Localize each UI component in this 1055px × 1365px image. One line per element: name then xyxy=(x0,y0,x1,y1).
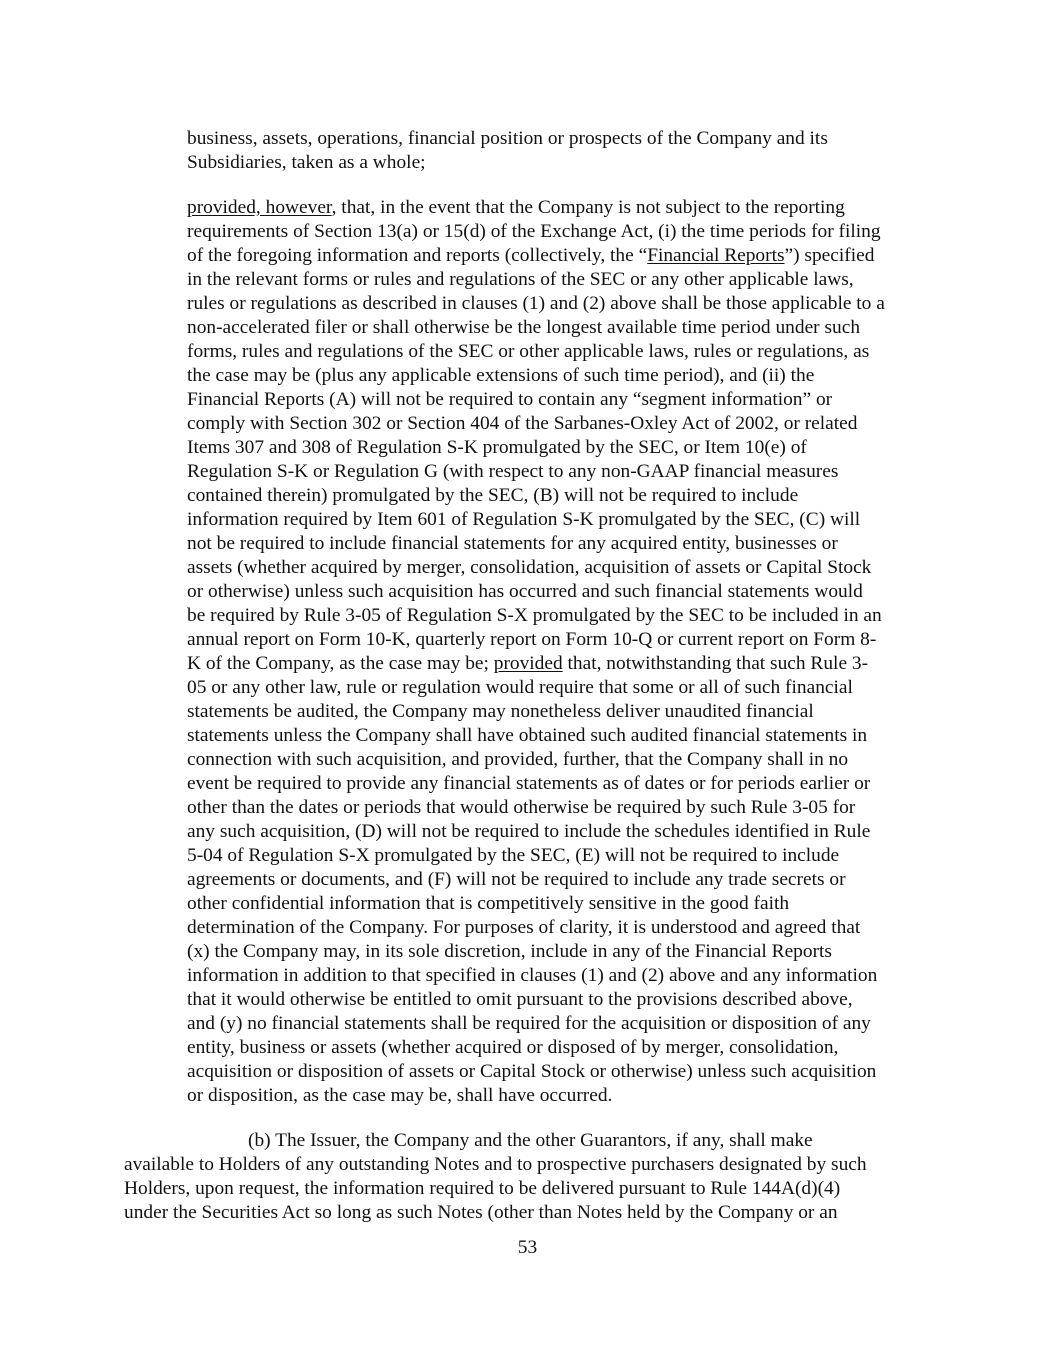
text-line: Regulation S-K or Regulation G (with respect to any non-GAAP financial measures xyxy=(187,461,839,482)
text-line: rules or regulations as described in clauses (1) and (2) above shall be those applicable to a xyxy=(187,293,885,314)
text-run: of the foregoing information and reports (collectively, the “ xyxy=(187,245,648,266)
text-line: determination of the Company. For purposes of clarity, it is understood and agreed that xyxy=(187,917,861,938)
text-line: Items 307 and 308 of Regulation S-K promulgated by the SEC, or Item 10(e) of xyxy=(187,437,807,458)
text-line: assets (whether acquired by merger, consolidation, acquisition of assets or Capital Stock xyxy=(187,557,872,578)
text-line: (x) the Company may, in its sole discretion, include in any of the Financial Reports xyxy=(187,941,832,962)
text-line: forms, rules and regulations of the SEC or other applicable laws, rules or regulations, as xyxy=(187,341,870,362)
text-line: 05 or any other law, rule or regulation would require that some or all of such financial xyxy=(187,677,853,698)
text-line: entity, business or assets (whether acquired or disposed of by merger, consolidation, xyxy=(187,1037,839,1058)
text-line: non-accelerated filer or shall otherwise be the longest available time period under such xyxy=(187,317,861,338)
text-line: the case may be (plus any applicable extensions of such time period), and (ii) the xyxy=(187,365,815,386)
underlined-term: provided, however xyxy=(187,197,332,218)
text-line xyxy=(187,196,845,220)
text-run: K of the Company, as the case may be; xyxy=(187,653,494,674)
text-run: that, notwithstanding that such Rule 3- xyxy=(562,653,869,674)
text-line: comply with Section 302 or Section 404 of the Sarbanes-Oxley Act of 2002, or related xyxy=(187,413,858,434)
text-line: information in addition to that specified in clauses (1) and (2) above and any information xyxy=(187,965,878,986)
text-line: requirements of Section 13(a) or 15(d) of the Exchange Act, (i) the time periods for filing xyxy=(187,221,881,242)
text-line: that it would otherwise be entitled to omit pursuant to the provisions described above, xyxy=(187,989,853,1010)
text-line xyxy=(187,652,868,676)
text-run: ”) specified xyxy=(784,245,875,266)
text-line xyxy=(187,244,874,268)
underlined-term: Financial Reports xyxy=(647,245,785,266)
text-line: information required by Item 601 of Regulation S-K promulgated by the SEC, (C) will xyxy=(187,509,861,530)
text-line: (b) The Issuer, the Company and the other Guarantors, if any, shall make xyxy=(248,1130,813,1151)
text-line: agreements or documents, and (F) will not be required to include any trade secrets or xyxy=(187,869,846,890)
text-line: statements unless the Company shall have obtained such audited financial statements in xyxy=(187,725,868,746)
text-line: event be required to provide any financial statements as of dates or for periods earlier or xyxy=(187,773,871,794)
text-line: under the Securities Act so long as such Notes (other than Notes held by the Company or an xyxy=(124,1202,838,1223)
text-line: in the relevant forms or rules and regulations of the SEC or any other applicable laws, xyxy=(187,269,854,290)
text-line: other than the dates or periods that would otherwise be required by such Rule 3-05 for xyxy=(187,797,856,818)
text-line: business, assets, operations, financial position or prospects of the Company and its xyxy=(187,128,828,149)
underlined-term: provided xyxy=(493,653,563,674)
text-line: or otherwise) unless such acquisition has occurred and such financial statements would xyxy=(187,581,863,602)
page-number: 53 xyxy=(517,1237,538,1258)
text-line: and (y) no financial statements shall be required for the acquisition or disposition of any xyxy=(187,1013,871,1034)
text-line: contained therein) promulgated by the SEC, (B) will not be required to include xyxy=(187,485,799,506)
text-line: acquisition or disposition of assets or Capital Stock or otherwise) unless such acquisition xyxy=(187,1061,877,1082)
text-line: or disposition, as the case may be, shall have occurred. xyxy=(187,1085,613,1106)
text-line: Subsidiaries, taken as a whole; xyxy=(187,152,426,173)
text-line: statements be audited, the Company may nonetheless deliver unaudited financial xyxy=(187,701,814,722)
text-run: , that, in the event that the Company is not subject to the reporting xyxy=(331,197,845,218)
text-line: Holders, upon request, the information required to be delivered pursuant to Rule 144A(d)(4) xyxy=(124,1178,841,1199)
text-line: 5-04 of Regulation S-X promulgated by the SEC, (E) will not be required to include xyxy=(187,845,840,866)
text-line: any such acquisition, (D) will not be required to include the schedules identified in Rule xyxy=(187,821,871,842)
text-line: not be required to include financial statements for any acquired entity, businesses or xyxy=(187,533,838,554)
text-line: Financial Reports (A) will not be required to contain any “segment information” or xyxy=(187,389,833,410)
text-line: be required by Rule 3-05 of Regulation S-X promulgated by the SEC to be included in an xyxy=(187,605,882,626)
text-line: available to Holders of any outstanding Notes and to prospective purchasers designated by such xyxy=(124,1154,867,1175)
text-line: connection with such acquisition, and provided, further, that the Company shall in no xyxy=(187,749,849,770)
text-line: other confidential information that is competitively sensitive in the good faith xyxy=(187,893,790,914)
text-line: annual report on Form 10-K, quarterly report on Form 10-Q or current report on Form 8- xyxy=(187,629,877,650)
